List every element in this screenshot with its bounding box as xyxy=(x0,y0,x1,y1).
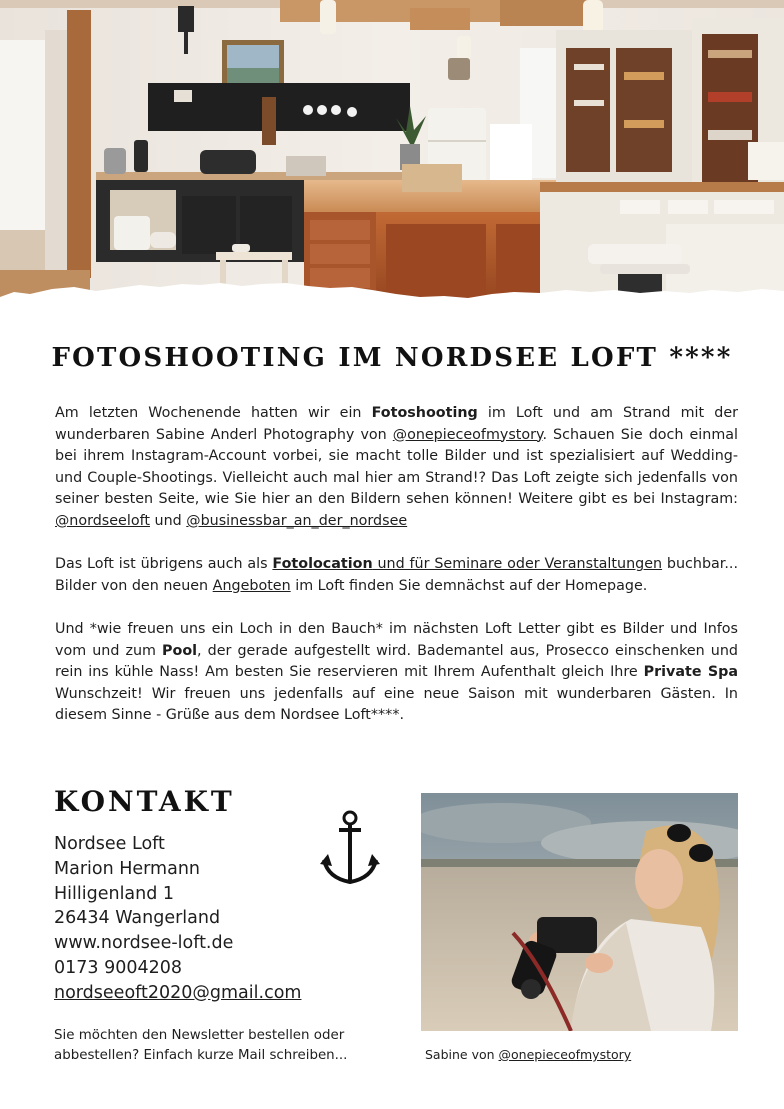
paragraph-fotoshooting: Am letzten Wochenende hatten wir ein Fotoshooting im Loft und am Strand mit der wunderbaren Sabine Anderl Photography von @onepieceofmystory. Schauen Sie doch einmal bei ihrem Instagram-Account vorbei, sie macht tolle Bilder und ist spezialisiert auf Wedding- und Couple-Shootings. Vielleicht auch mal hier am Strand!? Das Loft zeigte sich jedenfalls von seiner besten Seite, wie Sie hier an den Bildern sehen können! Weitere gibt es bei Instagram: @nordseeloft und @businessbar_an_der_nordsee xyxy=(55,405,738,529)
photographer-photo xyxy=(421,793,738,1031)
contact-person: Marion Hermann xyxy=(54,858,201,879)
caption-link-onepieceofmystory[interactable]: @onepieceofmystory xyxy=(498,1047,632,1062)
contact-block xyxy=(54,832,301,1006)
paragraph-pool: Und *wie freuen uns ein Loch in den Bauch* im nächsten Loft Letter gibt es Bilder und Infos vom und zum Pool, der gerade aufgestellt wird. Bademantel aus, Prosecco einschenken und rein ins kühle Nass! Am besten Sie reservieren mit Ihrem Aufenthalt gleich Ihre Private Spa Wunschzeit! Wir freuen uns jedenfalls auf eine neue Saison mit wunderbaren Gästen. In diesem Sinne - Grüße aus dem Nordsee Loft****. xyxy=(55,620,738,724)
link-onepieceofmystory[interactable]: @onepieceofmystory xyxy=(392,426,543,443)
contact-phone: 0173 9004208 xyxy=(54,957,183,978)
photo-caption: Sabine von @onepieceofmystory xyxy=(425,1047,632,1062)
link-angeboten[interactable]: Angeboten xyxy=(212,577,291,594)
contact-name: Nordsee Loft xyxy=(54,834,165,854)
contact-city: 26434 Wangerland xyxy=(54,908,221,929)
bold-pool: Pool xyxy=(162,642,198,659)
article-body xyxy=(55,403,738,749)
anchor-icon xyxy=(318,808,382,892)
hero-kitchen-image xyxy=(0,0,784,318)
kontakt-heading: KONTAKT xyxy=(54,785,235,818)
link-businessbar[interactable]: @businessbar_an_der_nordsee xyxy=(186,512,408,529)
link-nordseeloft[interactable]: @nordseeloft xyxy=(55,512,150,529)
contact-street: Hilligenland 1 xyxy=(54,883,175,904)
contact-website[interactable]: www.nordsee-loft.de xyxy=(54,933,234,954)
bold-private-spa: Private Spa xyxy=(643,664,738,681)
paragraph-fotolocation: Das Loft ist übrigens auch als Fotolocation und für Seminare oder Veranstaltungen buchbar... Bilder von den neuen Angeboten im Loft finden Sie demnächst auf der Homepage. xyxy=(55,556,739,594)
newsletter-note: Sie möchten den Newsletter bestellen oder abbestellen? Einfach kurze Mail schreiben... xyxy=(54,1028,348,1063)
bold-fotoshooting: Fotoshooting xyxy=(371,405,478,421)
page-title: FOTOSHOOTING IM NORDSEE LOFT **** xyxy=(51,343,733,373)
contact-email-link[interactable]: nordseeoft2020@gmail.com xyxy=(54,982,302,1003)
link-fotolocation[interactable]: Fotolocation und für Seminare oder Veranstaltungen xyxy=(272,556,663,573)
